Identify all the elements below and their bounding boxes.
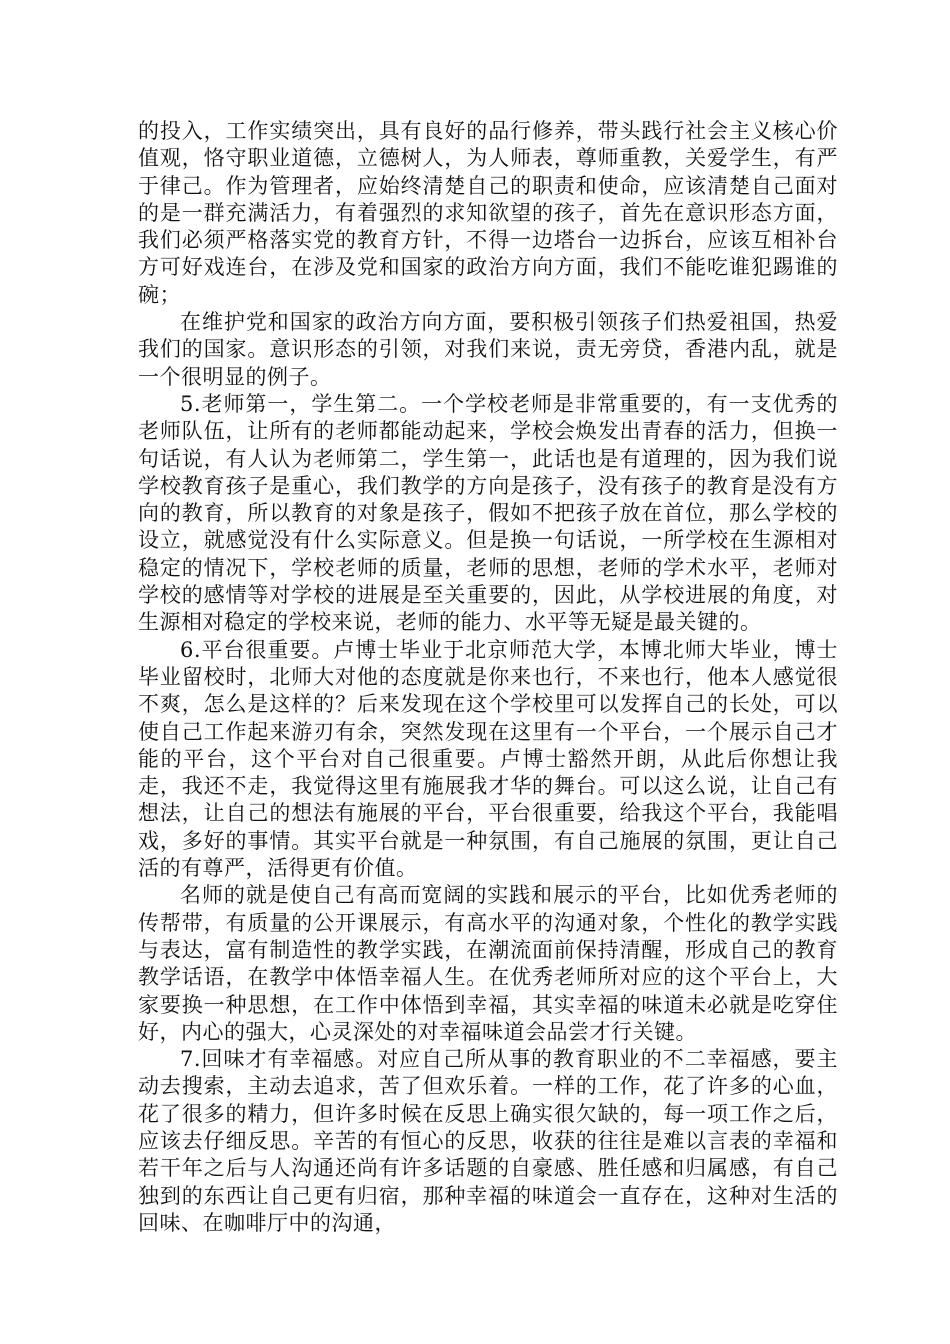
paragraph-point-6: 6.平台很重要。卢博士毕业于北京师范大学，本博北师大毕业，博士毕业留校时，北师大对他的态度就是你来也行，不来也行，他本人感觉很不爽，怎么是这样的？后来发现在这个学校里可以发挥自己的长处，可以使自己工作起来游刃有余，突然发现在这里有一个平台，一个展示自己才能的平台，这个平台对自己很重要。卢博士豁然开朗，从此后你想让我走，我还不走，我觉得这里有施展我才华的舞台。可以这么说，让自己有想法，让自己的想法有施展的平台，平台很重要，给我这个平台，我能唱戏，多好的事情。其实平台就是一种氛围，有自己施展的氛围，更让自己活的有尊严，活得更有价值。 (138, 637, 838, 881)
paragraph-continued: 的投入，工作实绩突出，具有良好的品行修养，带头践行社会主义核心价值观，恪守职业道德，立德树人，为人师表，尊师重教，关爱学生，有严于律己。作为管理者，应始终清楚自己的职责和使命，应该清楚自己面对的是一群充满活力，有着强烈的求知欲望的孩子，首先在意识形态方面，我们必须严格落实党的教育方针，不得一边塔台一边拆台，应该互相补台方可好戏连台，在涉及党和国家的政治方向方面，我们不能吃谁犯踢谁的碗； (138, 119, 838, 307)
document-page (138, 118, 838, 1237)
paragraph-political-direction: 在维护党和国家的政治方向方面，要积极引领孩子们热爱祖国，热爱我们的国家。意识形态的引领，对我们来说，责无旁贷，香港内乱，就是一个很明显的例子。 (138, 310, 838, 389)
paragraph-famous-teacher: 名师的就是使自己有高而宽阔的实践和展示的平台，比如优秀老师的传帮带，有质量的公开课展示，有高水平的沟通对象，个性化的教学实践与表达，富有制造性的教学实践，在潮流面前保持清醒，形成自己的教育教学话语，在教学中体悟幸福人生。在优秀老师所对应的这个平台上，大家要换一种思想，在工作中体悟到幸福，其实幸福的味道未必就是吃穿住好，内心的强大，心灵深处的对幸福味道会品尝才行关键。 (138, 883, 838, 1044)
paragraph-point-5: 5.老师第一，学生第二。一个学校老师是非常重要的，有一支优秀的老师队伍，让所有的老师都能动起来，学校会焕发出青春的活力，但换一句话说，有人认为老师第二，学生第一，此话也是有道理的，因为我们说学校教育孩子是重心，我们教学的方向是孩子，没有孩子的教育是没有方向的教育，所以教育的对象是孩子，假如不把孩子放在首位，那么学校的设立，就感觉没有什么实际意义。但是换一句话说，一所学校在生源相对稳定的情况下，学校老师的质量，老师的思想，老师的学术水平，老师对学校的感情等对学校的进展是至关重要的，因此，从学校进展的角度，对生源相对稳定的学校来说，老师的能力、水平等无疑是最关键的。 (138, 391, 838, 635)
paragraph-point-7: 7.回味才有幸福感。对应自己所从事的教育职业的不二幸福感，要主动去搜索，主动去追求，苦了但欢乐着。一样的工作，花了许多的心血，花了很多的精力，但许多时候在反思上确实很欠缺的，每一项工作之后，应该去仔细反思。辛苦的有恒心的反思，收获的往往是难以言表的幸福和若干年之后与人沟通还尚有许多话题的自豪感、胜任感和归属感，有自己独到的东西让自己更有归宿，那种幸福的味道会一直存在，这种对生活的回味、在咖啡厅中的沟通， (138, 1047, 838, 1235)
